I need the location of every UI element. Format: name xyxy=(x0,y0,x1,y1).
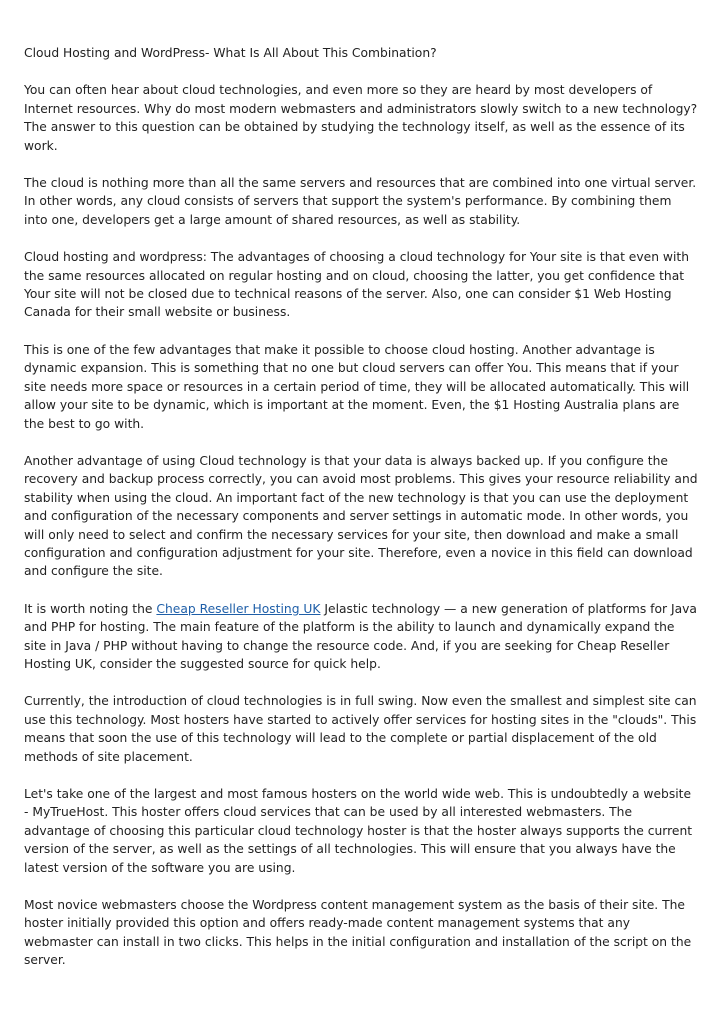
article-title: Cloud Hosting and WordPress- What Is All About This Combination? xyxy=(24,46,437,60)
paragraph-2: The cloud is nothing more than all the same servers and resources that are combined into one virtual server. In other words, any cloud consists of servers that support the system's performance. By combining them into one, developers get a large amount of shared resources, as well as stability. xyxy=(24,176,697,227)
paragraph-6-text-before: It is worth noting the xyxy=(24,601,157,616)
cheap-reseller-hosting-link[interactable]: Cheap Reseller Hosting UK xyxy=(156,601,321,616)
paragraph-8: Let's take one of the largest and most famous hosters on the world wide web. This is undoubtedly a website - MyTrueHost. This hoster offers cloud services that can be used by all interested webmasters. The advantage of choosing this particular cloud technology hoster is that the hoster always supports the current version of the server, as well as the settings of all technologies. This will ensure that you always have the latest version of the software you are using. xyxy=(24,787,693,875)
paragraph-7: Currently, the introduction of cloud technologies is in full swing. Now even the smallest and simplest site can use this technology. Most hosters have started to actively offer services for hosting sites in the "clouds". This means that soon the use of this technology will lead to the complete or partial displacement of the old methods of site placement. xyxy=(24,694,697,764)
paragraph-6 xyxy=(24,600,698,674)
paragraph-3: Cloud hosting and wordpress: The advantages of choosing a cloud technology for Your site is that even with the same resources allocated on regular hosting and on cloud, choosing the latter, you get confidence that Your site will not be closed due to technical reasons of the server. Also, one can consider $1 Web Hosting Canada for their small website or business. xyxy=(24,250,690,320)
paragraph-5: Another advantage of using Cloud technology is that your data is always backed up. If you configure the recovery and backup process correctly, you can avoid most problems. This gives your resource reliability and stability when using the cloud. An important fact of the new technology is that you can use the deployment and configuration of the necessary components and server settings in automatic mode. In other words, you will only need to select and confirm the necessary services for your site, then download and make a small configuration and configuration adjustment for your site. Therefore, even a novice in this field can download and configure the site. xyxy=(24,453,698,579)
paragraph-4: This is one of the few advantages that make it possible to choose cloud hosting. Another advantage is dynamic expansion. This is something that no one but cloud servers can offer You. This means that if your site needs more space or resources in a certain period of time, they will be allocated automatically. This will allow your site to be dynamic, which is important at the moment. Even, the $1 Hosting Australia plans are the best to go with. xyxy=(24,342,690,431)
paragraph-9: Most novice webmasters choose the Wordpress content management system as the basis of their site. The hoster initially provided this option and offers ready-made content management systems that any webmaster can install in two clicks. This helps in the initial configuration and installation of the script on the server. xyxy=(24,898,692,968)
article xyxy=(24,44,698,989)
paragraph-1: You can often hear about cloud technologies, and even more so they are heard by most developers of Internet resources. Why do most modern webmasters and administrators slowly switch to a new technology? The answer to this question can be obtained by studying the technology itself, as well as the essence of its work. xyxy=(24,83,698,153)
paragraph-6-text-after: Jelastic technology — a new generation of platforms for Java and PHP for hosting. The main feature of the platform is the ability to launch and dynamically expand the site in Java / PHP without having to change the resource code. And, if you are seeking for Cheap Reseller Hosting UK, consider the suggested source for quick help. xyxy=(24,601,697,671)
